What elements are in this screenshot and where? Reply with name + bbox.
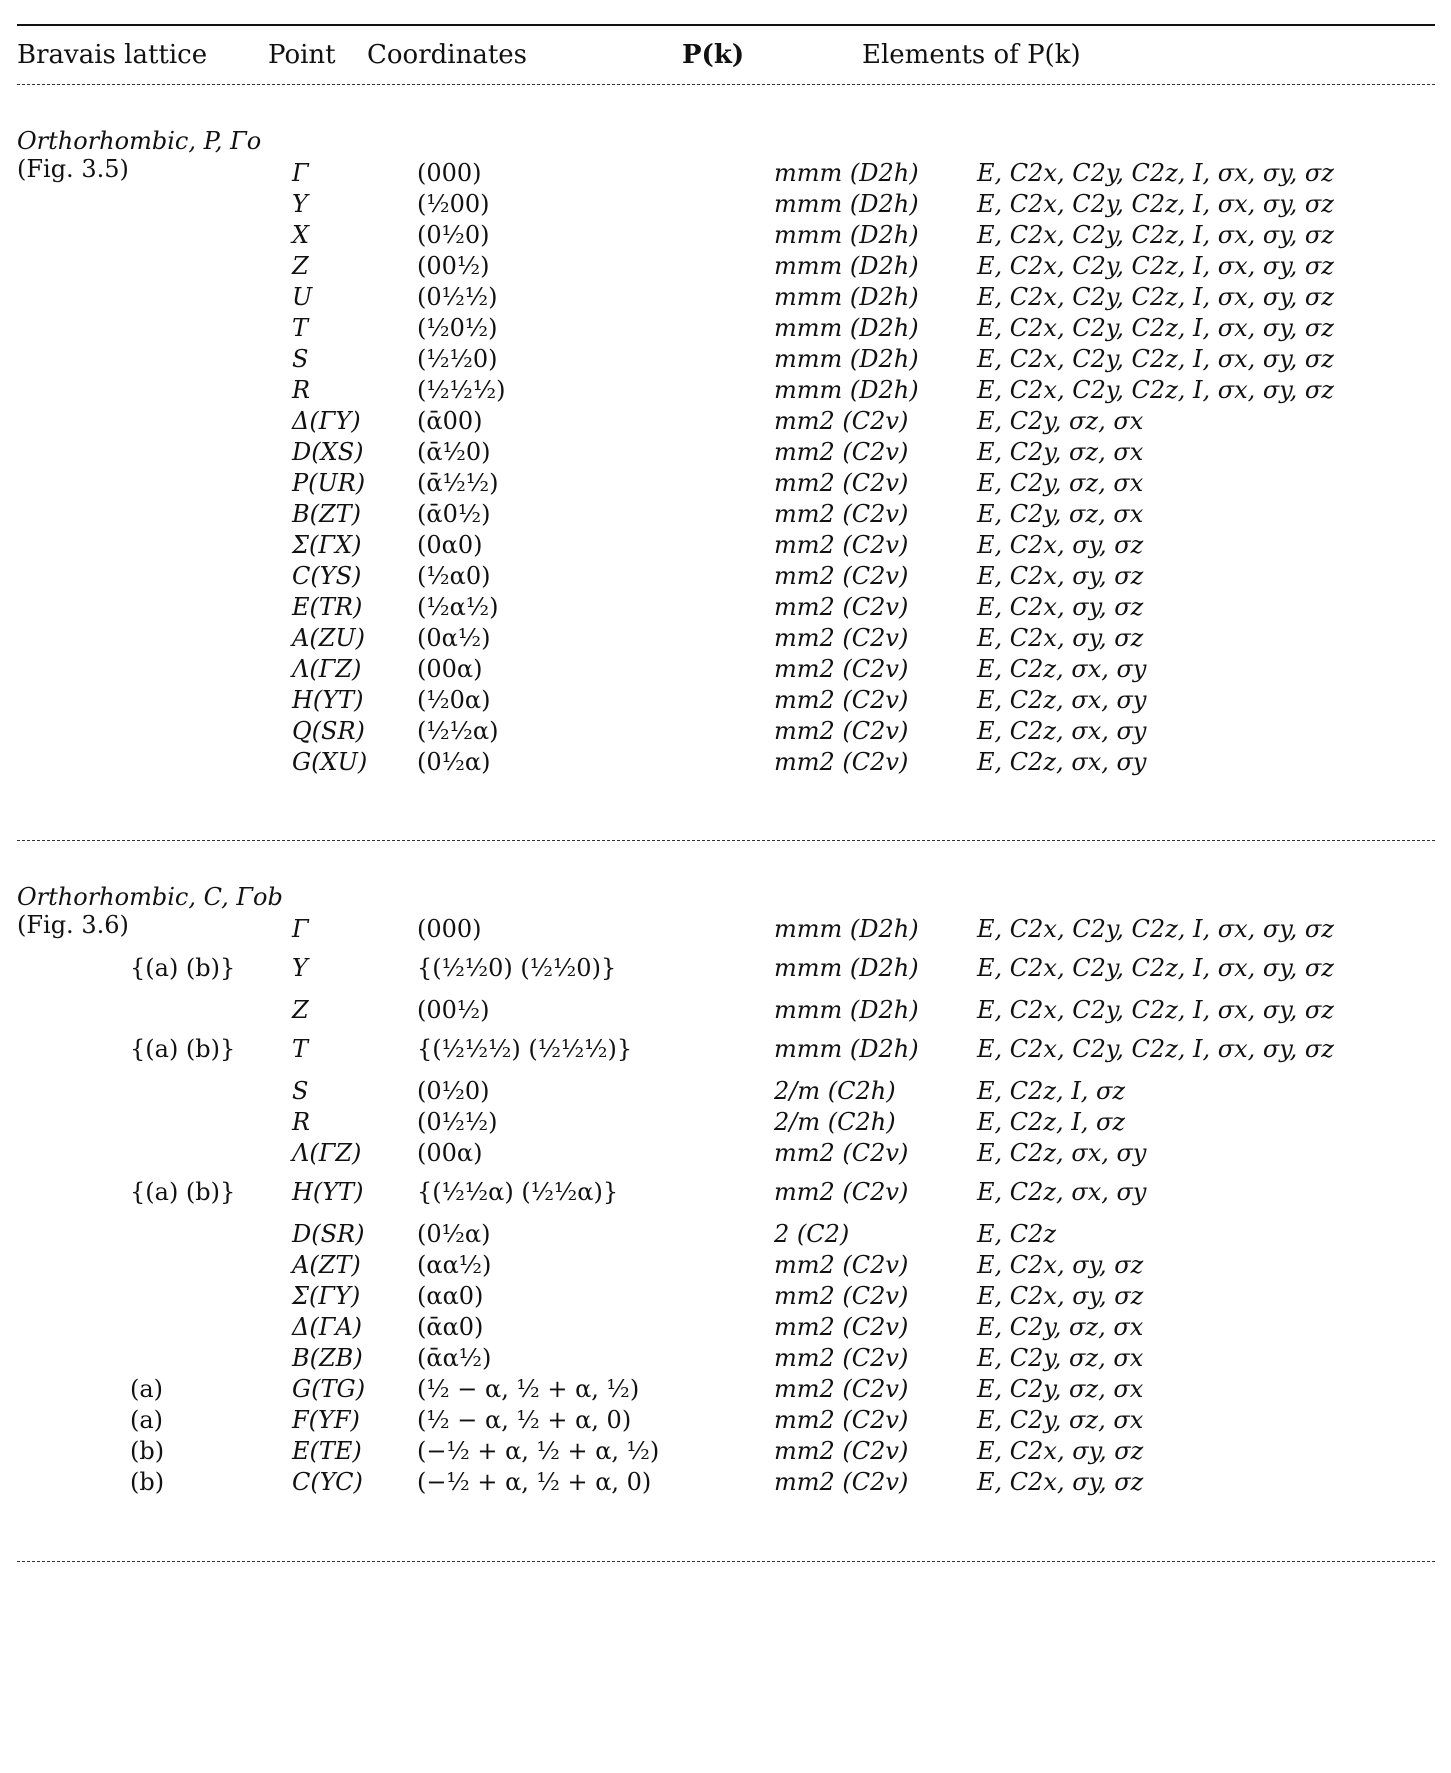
point-label: G(XU)	[292, 748, 368, 776]
point-label: Z	[292, 252, 309, 280]
group-label: (b)	[130, 1468, 165, 1496]
bottom-rule	[17, 1561, 1435, 1562]
point-label: B(ZT)	[292, 500, 362, 528]
point-label: H(YT)	[292, 1178, 364, 1206]
point-group: mm2 (C2v)	[774, 1178, 909, 1206]
header-point: Point	[268, 40, 336, 70]
group-elements: E, C2x, C2y, C2z, I, σx, σy, σz	[977, 159, 1334, 187]
point-label: Δ(ΓA)	[292, 1313, 363, 1341]
coordinates: (ᾱα½)	[417, 1344, 492, 1372]
coordinates: (ᾱ00)	[417, 407, 483, 435]
group-label: (a)	[130, 1375, 164, 1403]
point-label: C(YS)	[292, 562, 362, 590]
table-row	[17, 1135, 1435, 1171]
coordinates: (0α½)	[417, 624, 491, 652]
coordinates: (ᾱ0½)	[417, 500, 491, 528]
coordinates: (½½α)	[417, 717, 499, 745]
coordinates: (ᾱα0)	[417, 1313, 484, 1341]
coordinates: {(½½½) (½½½)}	[417, 1035, 633, 1063]
coordinates: (½α½)	[417, 593, 499, 621]
group-elements: E, C2x, C2y, C2z, I, σx, σy, σz	[977, 376, 1334, 404]
point-group: mm2 (C2v)	[774, 1437, 909, 1465]
group-elements: E, C2y, σz, σx	[977, 1406, 1144, 1434]
point-label: E(TE)	[292, 1437, 362, 1465]
group-label: {(a) (b)}	[130, 1035, 236, 1063]
coordinates: (0½0)	[417, 1077, 490, 1105]
point-label: F(YF)	[292, 1406, 360, 1434]
group-elements: E, C2x, σy, σz	[977, 1282, 1144, 1310]
point-label: Y	[292, 954, 308, 982]
point-group: mm2 (C2v)	[774, 624, 909, 652]
group-elements: E, C2x, C2y, C2z, I, σx, σy, σz	[977, 252, 1334, 280]
group-label: {(a) (b)}	[130, 1178, 236, 1206]
point-label: Σ(ΓY)	[292, 1282, 361, 1310]
group-elements: E, C2y, σz, σx	[977, 1313, 1144, 1341]
group-elements: E, C2y, σz, σx	[977, 438, 1144, 466]
group-elements: E, C2z, I, σz	[977, 1108, 1126, 1136]
table-header	[17, 26, 1435, 84]
point-label: Λ(ΓZ)	[292, 655, 362, 683]
group-elements: E, C2y, σz, σx	[977, 1375, 1144, 1403]
coordinates: (ᾱ½0)	[417, 438, 491, 466]
point-label: A(ZU)	[292, 624, 365, 652]
point-group: mmm (D2h)	[774, 345, 919, 373]
header-elements: Elements of P(k)	[862, 40, 1081, 70]
coordinates: (½½½)	[417, 376, 506, 404]
point-group: mmm (D2h)	[774, 283, 919, 311]
point-group: mm2 (C2v)	[774, 655, 909, 683]
coordinates: (ᾱ½½)	[417, 469, 499, 497]
point-group: mm2 (C2v)	[774, 686, 909, 714]
point-label: Γ	[292, 915, 309, 943]
point-label: B(ZB)	[292, 1344, 363, 1372]
point-group: mm2 (C2v)	[774, 1251, 909, 1279]
group-elements: E, C2x, C2y, C2z, I, σx, σy, σz	[977, 190, 1334, 218]
coordinates: (0½½)	[417, 283, 498, 311]
group-elements: E, C2x, σy, σz	[977, 531, 1144, 559]
point-label: R	[292, 376, 311, 404]
coordinates: (0α0)	[417, 531, 483, 559]
point-group: mmm (D2h)	[774, 190, 919, 218]
section-orthorhombic-c	[17, 841, 1435, 1561]
coordinates: (000)	[417, 159, 482, 187]
group-elements: E, C2x, C2y, C2z, I, σx, σy, σz	[977, 996, 1334, 1024]
point-group: mmm (D2h)	[774, 1035, 919, 1063]
point-group: mm2 (C2v)	[774, 500, 909, 528]
coordinates: (½ − α, ½ + α, ½)	[417, 1375, 640, 1403]
coordinates: (αα0)	[417, 1282, 484, 1310]
point-group: 2 (C2)	[774, 1220, 850, 1248]
coordinates: (00α)	[417, 655, 483, 683]
point-group: mm2 (C2v)	[774, 1406, 909, 1434]
table-row	[17, 992, 1435, 1028]
point-label: Σ(ΓX)	[292, 531, 362, 559]
point-label: Λ(ΓZ)	[292, 1139, 362, 1167]
coordinates: (½ − α, ½ + α, 0)	[417, 1406, 632, 1434]
group-elements: E, C2x, C2y, C2z, I, σx, σy, σz	[977, 283, 1334, 311]
table-row	[17, 1464, 1435, 1500]
point-group: mm2 (C2v)	[774, 1313, 909, 1341]
coordinates: (0½½)	[417, 1108, 498, 1136]
point-group: mm2 (C2v)	[774, 469, 909, 497]
point-group: mm2 (C2v)	[774, 1139, 909, 1167]
section-figure-ref: (Fig. 3.5)	[17, 155, 129, 183]
point-group: 2/m (C2h)	[774, 1108, 896, 1136]
group-elements: E, C2y, σz, σx	[977, 469, 1144, 497]
group-elements: E, C2z, σx, σy	[977, 1178, 1147, 1206]
group-elements: E, C2x, σy, σz	[977, 1251, 1144, 1279]
point-label: Z	[292, 996, 309, 1024]
point-group: mm2 (C2v)	[774, 531, 909, 559]
point-label: X	[292, 221, 310, 249]
point-label: D(XS)	[292, 438, 364, 466]
group-label: (b)	[130, 1437, 165, 1465]
point-label: T	[292, 314, 309, 342]
coordinates: (000)	[417, 915, 482, 943]
point-group: mm2 (C2v)	[774, 717, 909, 745]
coordinates: (½½0)	[417, 345, 498, 373]
group-elements: E, C2y, σz, σx	[977, 500, 1144, 528]
group-elements: E, C2z, I, σz	[977, 1077, 1126, 1105]
group-elements: E, C2x, C2y, C2z, I, σx, σy, σz	[977, 345, 1334, 373]
point-label: D(SR)	[292, 1220, 365, 1248]
point-label: E(TR)	[292, 593, 363, 621]
coordinates: (0½0)	[417, 221, 490, 249]
group-elements: E, C2x, C2y, C2z, I, σx, σy, σz	[977, 221, 1334, 249]
coordinates: (00½)	[417, 996, 490, 1024]
group-elements: E, C2x, C2y, C2z, I, σx, σy, σz	[977, 915, 1334, 943]
point-label: C(YC)	[292, 1468, 363, 1496]
group-elements: E, C2x, σy, σz	[977, 562, 1144, 590]
group-elements: E, C2x, σy, σz	[977, 1468, 1144, 1496]
point-label: T	[292, 1035, 309, 1063]
coordinates: (00½)	[417, 252, 490, 280]
section-title: Orthorhombic, P, Γo	[17, 127, 262, 155]
point-group: mmm (D2h)	[774, 954, 919, 982]
point-group: mm2 (C2v)	[774, 562, 909, 590]
point-label: R	[292, 1108, 311, 1136]
group-elements: E, C2z	[977, 1220, 1057, 1248]
section-figure-ref: (Fig. 3.6)	[17, 911, 129, 939]
group-label: (a)	[130, 1406, 164, 1434]
table-row	[17, 744, 1435, 780]
group-label: {(a) (b)}	[130, 954, 236, 982]
coordinates: (−½ + α, ½ + α, 0)	[417, 1468, 652, 1496]
group-elements: E, C2y, σz, σx	[977, 407, 1144, 435]
coordinates: (00α)	[417, 1139, 483, 1167]
header-pk: P(k)	[682, 40, 745, 70]
point-group: mmm (D2h)	[774, 159, 919, 187]
point-group: mm2 (C2v)	[774, 593, 909, 621]
point-label: Y	[292, 190, 308, 218]
coordinates: (−½ + α, ½ + α, ½)	[417, 1437, 660, 1465]
group-elements: E, C2z, σx, σy	[977, 686, 1147, 714]
group-elements: E, C2x, σy, σz	[977, 1437, 1144, 1465]
point-group: mmm (D2h)	[774, 221, 919, 249]
point-label: Q(SR)	[292, 717, 365, 745]
point-label: Δ(ΓY)	[292, 407, 361, 435]
point-group: mm2 (C2v)	[774, 748, 909, 776]
group-elements: E, C2z, σx, σy	[977, 1139, 1147, 1167]
coordinates: (αα½)	[417, 1251, 492, 1279]
point-group: mmm (D2h)	[774, 996, 919, 1024]
point-group: mm2 (C2v)	[774, 1375, 909, 1403]
header-bravais: Bravais lattice	[17, 40, 208, 70]
header-coordinates: Coordinates	[367, 40, 528, 70]
section-title: Orthorhombic, C, Γob	[17, 883, 283, 911]
point-label: A(ZT)	[292, 1251, 361, 1279]
coordinates: (½α0)	[417, 562, 491, 590]
point-group: 2/m (C2h)	[774, 1077, 896, 1105]
coordinates: (0½α)	[417, 748, 491, 776]
coordinates: {(½½α) (½½α)}	[417, 1178, 619, 1206]
point-group: mmm (D2h)	[774, 252, 919, 280]
group-elements: E, C2z, σx, σy	[977, 655, 1147, 683]
group-elements: E, C2x, σy, σz	[977, 593, 1144, 621]
group-elements: E, C2z, σx, σy	[977, 748, 1147, 776]
coordinates: {(½½0) (½½0)}	[417, 954, 617, 982]
point-group: mmm (D2h)	[774, 915, 919, 943]
point-group: mmm (D2h)	[774, 376, 919, 404]
point-label: Γ	[292, 159, 309, 187]
coordinates: (½0α)	[417, 686, 491, 714]
group-elements: E, C2y, σz, σx	[977, 1344, 1144, 1372]
point-label: S	[292, 1077, 309, 1105]
point-label: P(UR)	[292, 469, 366, 497]
point-label: H(YT)	[292, 686, 364, 714]
coordinates: (0½α)	[417, 1220, 491, 1248]
point-group: mm2 (C2v)	[774, 1282, 909, 1310]
point-label: U	[292, 283, 313, 311]
group-elements: E, C2x, C2y, C2z, I, σx, σy, σz	[977, 314, 1334, 342]
point-group: mm2 (C2v)	[774, 1344, 909, 1372]
coordinates: (½00)	[417, 190, 490, 218]
coordinates: (½0½)	[417, 314, 498, 342]
point-group: mm2 (C2v)	[774, 407, 909, 435]
symmetry-table	[17, 24, 1435, 1562]
point-group: mm2 (C2v)	[774, 438, 909, 466]
group-elements: E, C2z, σx, σy	[977, 717, 1147, 745]
section-orthorhombic-p	[17, 85, 1435, 840]
point-group: mm2 (C2v)	[774, 1468, 909, 1496]
point-group: mmm (D2h)	[774, 314, 919, 342]
table-row	[17, 911, 1435, 947]
group-elements: E, C2x, σy, σz	[977, 624, 1144, 652]
point-label: S	[292, 345, 309, 373]
group-elements: E, C2x, C2y, C2z, I, σx, σy, σz	[977, 954, 1334, 982]
point-label: G(TG)	[292, 1375, 366, 1403]
group-elements: E, C2x, C2y, C2z, I, σx, σy, σz	[977, 1035, 1334, 1063]
